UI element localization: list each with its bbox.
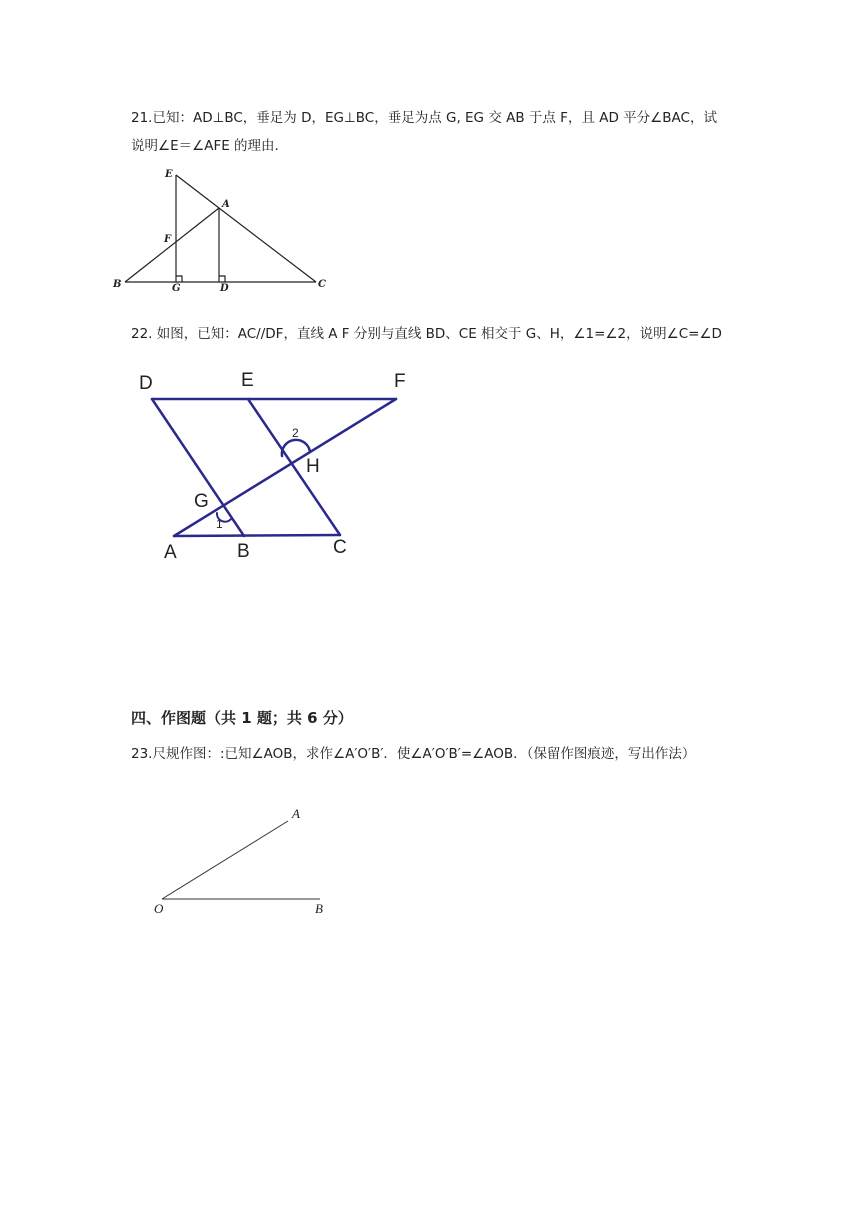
segment-ea — [176, 175, 219, 208]
figure-23-angle-aob — [145, 800, 345, 925]
label-a: A — [164, 542, 177, 563]
line-ac — [174, 535, 340, 536]
label-a: A — [292, 806, 300, 821]
question-23-text: 23.尺规作图：:已知∠AOB，求作∠A′O′B′．使∠A′O′B′=∠AOB．（保留作图痕迹，写出作法） — [131, 746, 696, 762]
label-d: D — [220, 283, 229, 294]
label-g: G — [172, 283, 181, 294]
label-c: C — [333, 537, 347, 558]
label-f: F — [164, 234, 172, 245]
line-ec — [248, 399, 340, 535]
line-af — [174, 399, 396, 536]
label-e: E — [241, 370, 254, 391]
label-e: E — [165, 169, 173, 180]
label-h: H — [306, 456, 320, 477]
label-b: B — [237, 541, 250, 562]
label-d: D — [139, 373, 153, 394]
question-21-line-1: 21.已知：AD⊥BC，垂足为 D，EG⊥BC，垂足为点 G, EG 交 AB 于点 F，且 AD 平分∠BAC，试 — [131, 110, 717, 126]
right-angle-mark-d — [219, 276, 225, 282]
label-a: A — [222, 199, 230, 210]
ray-oa — [162, 821, 288, 899]
question-21-line-2: 说明∠E＝∠AFE 的理由. — [131, 138, 279, 154]
segment-ac — [219, 208, 316, 282]
label-angle-2: 2 — [292, 426, 299, 440]
segment-ba — [125, 208, 219, 282]
line-db — [152, 399, 244, 536]
label-o: O — [154, 901, 164, 916]
figure-22-parallel-lines — [130, 362, 430, 567]
right-angle-mark-g — [176, 276, 182, 282]
section-4-heading: 四、作图题（共 1 题；共 6 分） — [131, 709, 353, 727]
figure-21-triangle — [105, 160, 335, 295]
label-angle-1: 1 — [216, 517, 223, 531]
label-f: F — [394, 371, 406, 392]
label-g: G — [194, 491, 209, 512]
label-b: B — [113, 279, 122, 290]
label-c: C — [318, 279, 326, 290]
question-22-text: 22. 如图，已知：AC//DF，直线 A F 分别与直线 BD、CE 相交于 G、H，∠1=∠2，说明∠C=∠D — [131, 326, 722, 342]
label-b: B — [315, 901, 323, 916]
